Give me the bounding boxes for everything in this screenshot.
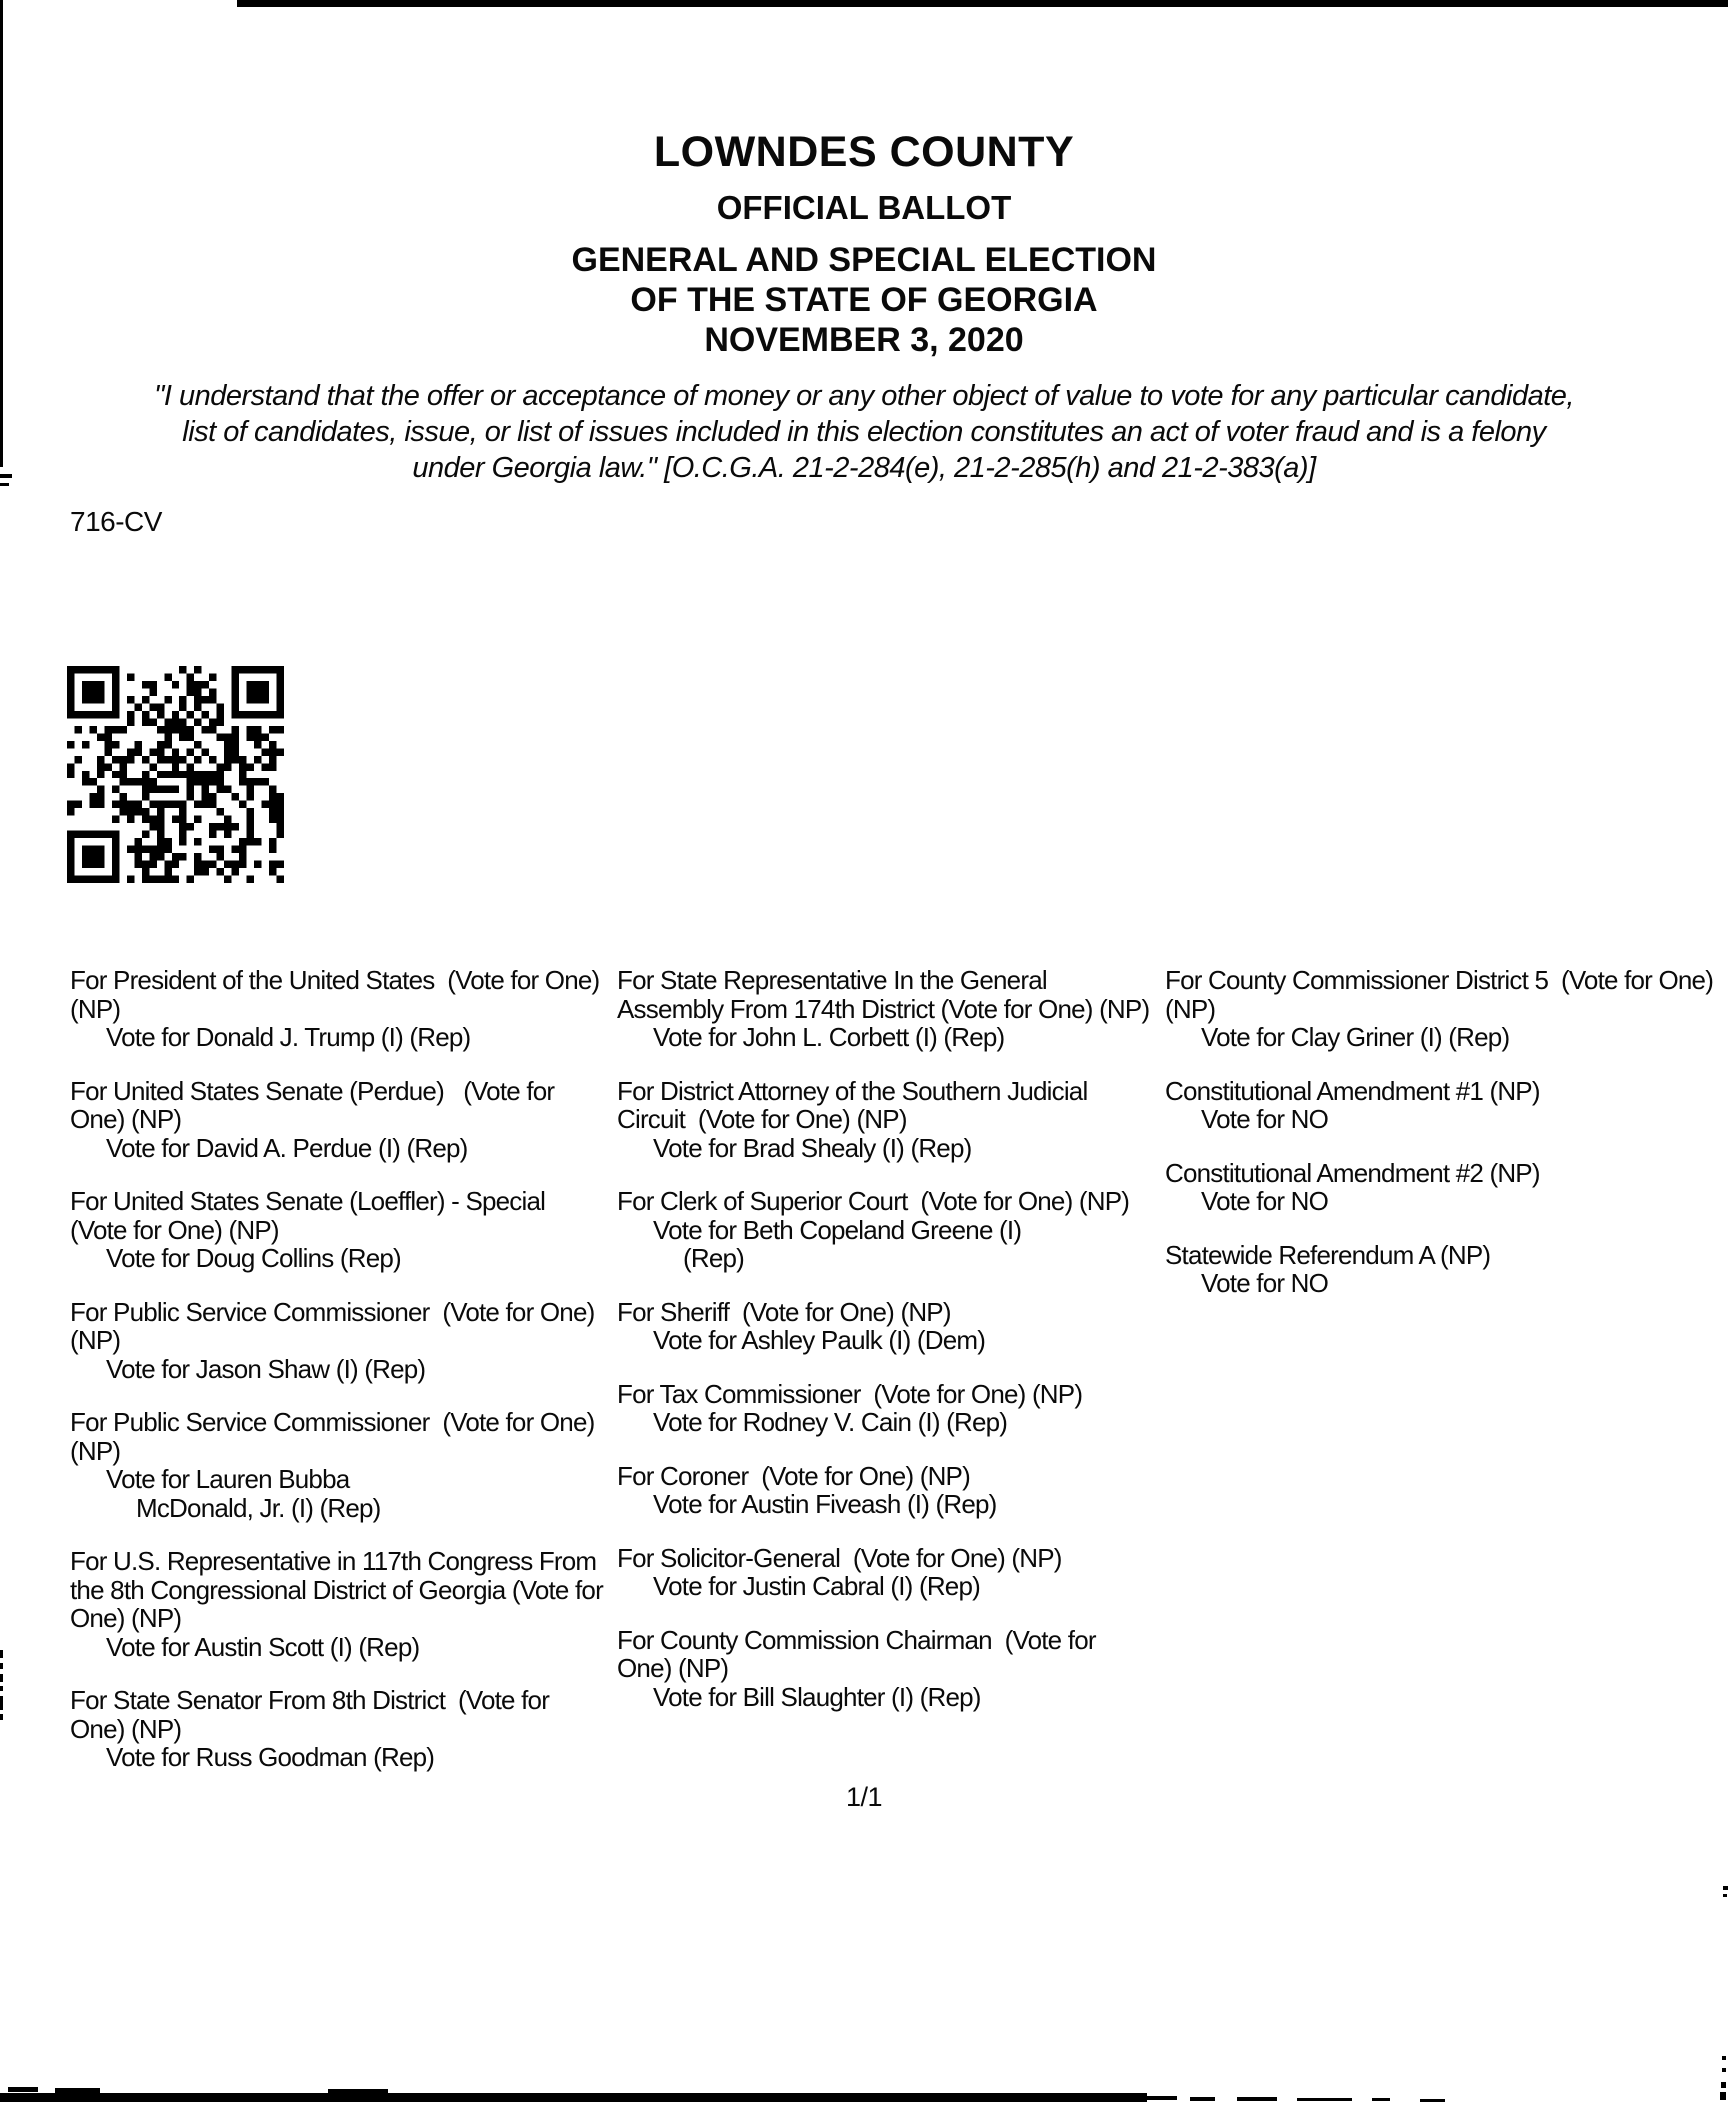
- vote-line: Vote for David A. Perdue (I) (Rep): [106, 1132, 468, 1163]
- contest-block: [617, 1380, 1154, 1437]
- contest-title: For Public Service Commissioner (Vote for One) (NP): [70, 1407, 601, 1466]
- contest-block: [617, 966, 1154, 1052]
- contest-title: For U.S. Representative in 117th Congress From the 8th Congressional District of Georgia (Vote for One) (NP): [70, 1546, 610, 1633]
- election-title-line3: NOVEMBER 3, 2020: [704, 321, 1024, 359]
- contest-block: [1165, 1159, 1728, 1216]
- contest-title: Constitutional Amendment #1 (NP): [1165, 1075, 1540, 1106]
- contest-block: [70, 1077, 608, 1163]
- form-code: 716-CV: [70, 506, 162, 537]
- contest-block: [617, 1298, 1154, 1355]
- contest-block: [617, 1187, 1154, 1273]
- scan-artifact-bottom-bar: [0, 2093, 1147, 2102]
- vote-line: Vote for Rodney V. Cain (I) (Rep): [653, 1407, 1008, 1437]
- contest-title: For Tax Commissioner (Vote for One) (NP): [617, 1378, 1083, 1409]
- election-title-line1: GENERAL AND SPECIAL ELECTION: [571, 241, 1157, 279]
- vote-line: Vote for Beth Copeland Greene (I): [653, 1214, 1022, 1245]
- contest-title: For United States Senate (Loeffler) - Special (Vote for One) (NP): [70, 1186, 558, 1245]
- contest-title: For State Representative In the General Assembly From 174th District (Vote for One) (NP): [617, 965, 1150, 1024]
- vote-line: Vote for Austin Fiveash (I) (Rep): [653, 1489, 997, 1519]
- vote-line: Vote for Clay Griner (I) (Rep): [1201, 1022, 1510, 1052]
- scan-artifact-bottom-speckle: [328, 2089, 388, 2094]
- vote-line: Vote for Justin Cabral (I) (Rep): [653, 1571, 980, 1601]
- vote-line: Vote for John L. Corbett (I) (Rep): [653, 1022, 1005, 1052]
- contest-block: [70, 1298, 608, 1384]
- legal-notice-line1: "I understand that the offer or acceptance of money or any other object of value to vote for any particular candidate,: [154, 380, 1574, 412]
- scan-artifact-bottom-dash: [1190, 2097, 1215, 2101]
- contest-title: For District Attorney of the Southern Judicial Circuit (Vote for One) (NP): [617, 1075, 1094, 1134]
- vote-line-continuation: McDonald, Jr. (I) (Rep): [136, 1492, 381, 1523]
- scan-artifact-left-dash: [0, 1663, 3, 1669]
- contest-block: [70, 1547, 608, 1661]
- contest-title: Constitutional Amendment #2 (NP): [1165, 1157, 1540, 1188]
- contest-title: For Sheriff (Vote for One) (NP): [617, 1296, 951, 1327]
- legal-notice-line3: under Georgia law." [O.C.G.A. 21-2-284(e), 21-2-285(h) and 21-2-383(a)]: [412, 452, 1316, 484]
- scan-artifact-top-bar: [237, 0, 1728, 7]
- contest-block: [70, 1686, 608, 1772]
- contest-title: For President of the United States (Vote for One) (NP): [70, 965, 606, 1024]
- county-title: LOWNDES COUNTY: [653, 128, 1075, 176]
- scan-artifact-right-dot: [1722, 2068, 1726, 2072]
- contest-block: [617, 1544, 1154, 1601]
- contest-block: [617, 1462, 1154, 1519]
- vote-line: Vote for NO: [1201, 1268, 1329, 1298]
- contest-block: [70, 1187, 608, 1273]
- scan-artifact-left-dash: [0, 1714, 3, 1720]
- scan-artifact-left-dash: [0, 1686, 3, 1691]
- vote-line: Vote for Bill Slaughter (I) (Rep): [653, 1681, 981, 1712]
- voter-fraud-legal-notice: [0, 378, 1728, 486]
- ballot-column-3: [1165, 966, 1728, 1323]
- election-title-line2: OF THE STATE OF GEORGIA: [630, 281, 1098, 319]
- scan-artifact-bottom-speckle: [8, 2087, 38, 2092]
- contest-block: [70, 1408, 608, 1522]
- scan-artifact-right-dot: [1722, 2056, 1726, 2060]
- election-title: [0, 240, 1728, 360]
- scan-artifact-right-dot: [1723, 1886, 1728, 1890]
- ballot-column-1: [70, 966, 608, 1797]
- contest-title: For United States Senate (Perdue) (Vote for One) (NP): [70, 1075, 561, 1134]
- scan-artifact-bottom-dash: [1372, 2098, 1390, 2101]
- ballot-type-title: OFFICIAL BALLOT: [716, 189, 1012, 226]
- contest-title: For County Commission Chairman (Vote for One) (NP): [617, 1624, 1103, 1683]
- scan-artifact-bottom-speckle: [55, 2088, 100, 2093]
- scan-artifact-right-dot: [1721, 2082, 1726, 2088]
- vote-line: Vote for Russ Goodman (Rep): [106, 1742, 435, 1772]
- qr-code: [67, 666, 284, 883]
- scan-artifact-bottom-dash: [1147, 2096, 1177, 2100]
- vote-line: Vote for Jason Shaw (I) (Rep): [106, 1353, 426, 1384]
- scan-artifact-right-dot: [1720, 2092, 1726, 2100]
- ballot-column-2: [617, 966, 1154, 1736]
- contest-block: [617, 1077, 1154, 1163]
- vote-line: Vote for Lauren Bubba: [106, 1464, 350, 1494]
- contest-block: [1165, 1241, 1728, 1298]
- contest-title: For Clerk of Superior Court (Vote for One) (NP): [617, 1186, 1130, 1216]
- contest-title: Statewide Referendum A (NP): [1165, 1239, 1491, 1270]
- scan-artifact-left-dash: [0, 1674, 3, 1682]
- legal-notice-line2: list of candidates, issue, or list of issues included in this election constitutes an act of voter fraud and is a felony: [182, 416, 1546, 448]
- contest-title: For County Commissioner District 5 (Vote for One) (NP): [1165, 965, 1720, 1024]
- contest-title: For State Senator From 8th District (Vote for One) (NP): [70, 1685, 556, 1744]
- vote-line: Vote for NO: [1201, 1186, 1329, 1216]
- scan-artifact-right-dot: [1723, 1894, 1727, 1897]
- vote-line: Vote for Ashley Paulk (I) (Dem): [653, 1325, 986, 1355]
- vote-line: Vote for NO: [1201, 1104, 1329, 1134]
- contest-title: For Coroner (Vote for One) (NP): [617, 1460, 970, 1491]
- contest-title: For Public Service Commissioner (Vote for One) (NP): [70, 1296, 601, 1355]
- vote-line: Vote for Donald J. Trump (I) (Rep): [106, 1022, 471, 1052]
- contest-block: [1165, 966, 1728, 1052]
- contest-block: [617, 1626, 1154, 1712]
- vote-line: Vote for Doug Collins (Rep): [106, 1243, 401, 1273]
- vote-line-continuation: (Rep): [683, 1243, 745, 1273]
- scan-artifact-bottom-dash: [1297, 2098, 1352, 2101]
- page-number: 1/1: [845, 1782, 883, 1812]
- vote-line: Vote for Austin Scott (I) (Rep): [106, 1631, 420, 1662]
- scan-artifact-bottom-dash: [1237, 2097, 1277, 2101]
- contest-block: [1165, 1077, 1728, 1134]
- contest-title: For Solicitor-General (Vote for One) (NP): [617, 1542, 1062, 1573]
- scan-artifact-left-dash: [0, 1696, 3, 1710]
- scan-artifact-left-dash: [0, 1650, 3, 1658]
- vote-line: Vote for Brad Shealy (I) (Rep): [653, 1132, 972, 1163]
- contest-block: [70, 966, 608, 1052]
